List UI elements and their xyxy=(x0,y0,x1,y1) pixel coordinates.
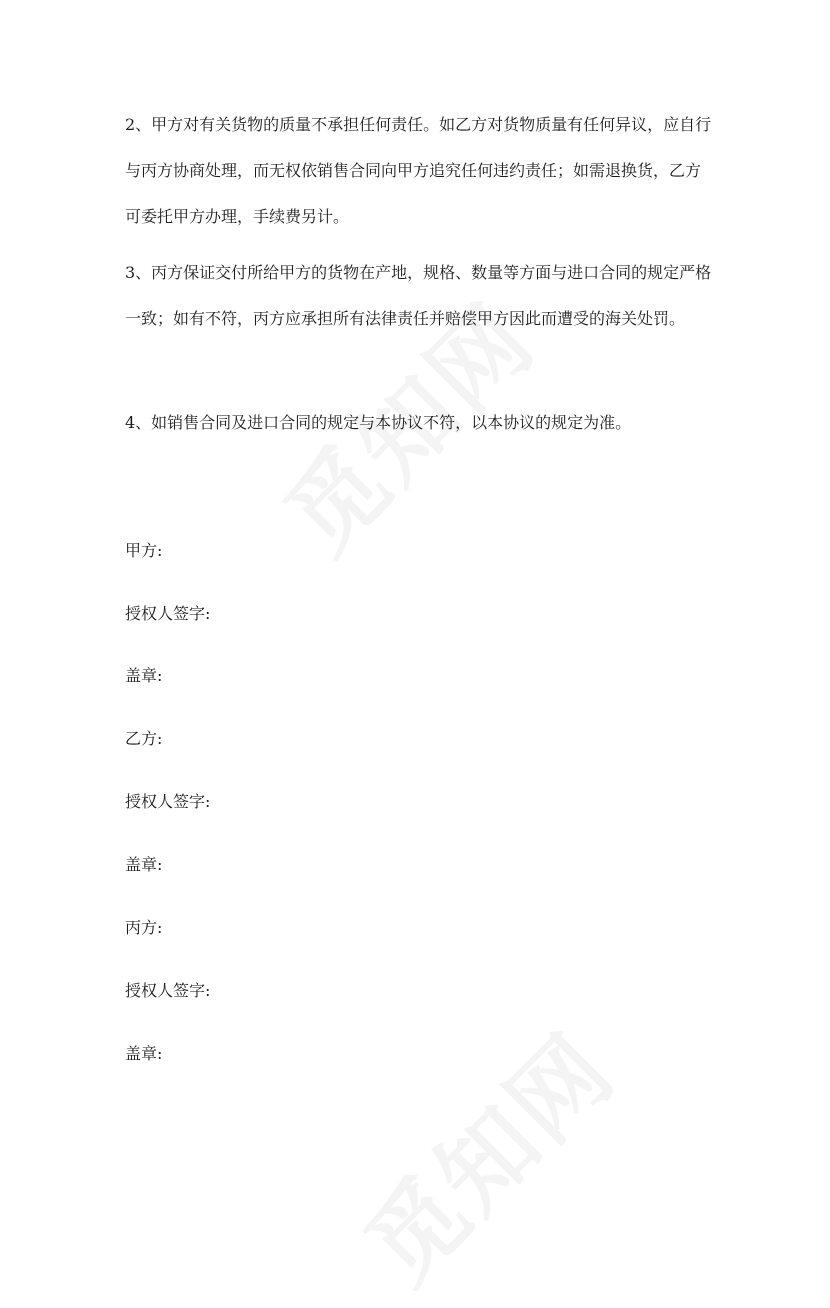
party-b-seal-label: 盖章: xyxy=(125,855,163,874)
clause-2: 2、甲方对有关货物的质量不承担任何责任。如乙方对货物质量有任何异议，应自行与丙方协商处理，而无权依销售合同向甲方追究任何违约责任；如需退换货，乙方可委托甲方办理，手续费另计。 xyxy=(125,115,712,226)
party-b-label: 乙方: xyxy=(125,729,163,748)
party-a-signer-label: 授权人签字: xyxy=(125,604,211,623)
party-a-seal-label: 盖章: xyxy=(125,666,163,685)
party-a-label: 甲方: xyxy=(125,541,163,560)
watermark xyxy=(330,999,639,1308)
clause-4: 4、如销售合同及进口合同的规定与本协议不符，以本协议的规定为准。 xyxy=(125,413,632,432)
party-c-label: 丙方: xyxy=(125,918,163,937)
clause-3: 3、丙方保证交付所给甲方的货物在产地，规格、数量等方面与进口合同的规定严格一致；如有不符，丙方应承担所有法律责任并赔偿甲方因此而遭受的海关处罚。 xyxy=(125,263,712,328)
party-b-signer-label: 授权人签字: xyxy=(125,792,211,811)
party-c-signer-label: 授权人签字: xyxy=(125,981,211,1000)
party-c-seal-label: 盖章: xyxy=(125,1044,163,1063)
